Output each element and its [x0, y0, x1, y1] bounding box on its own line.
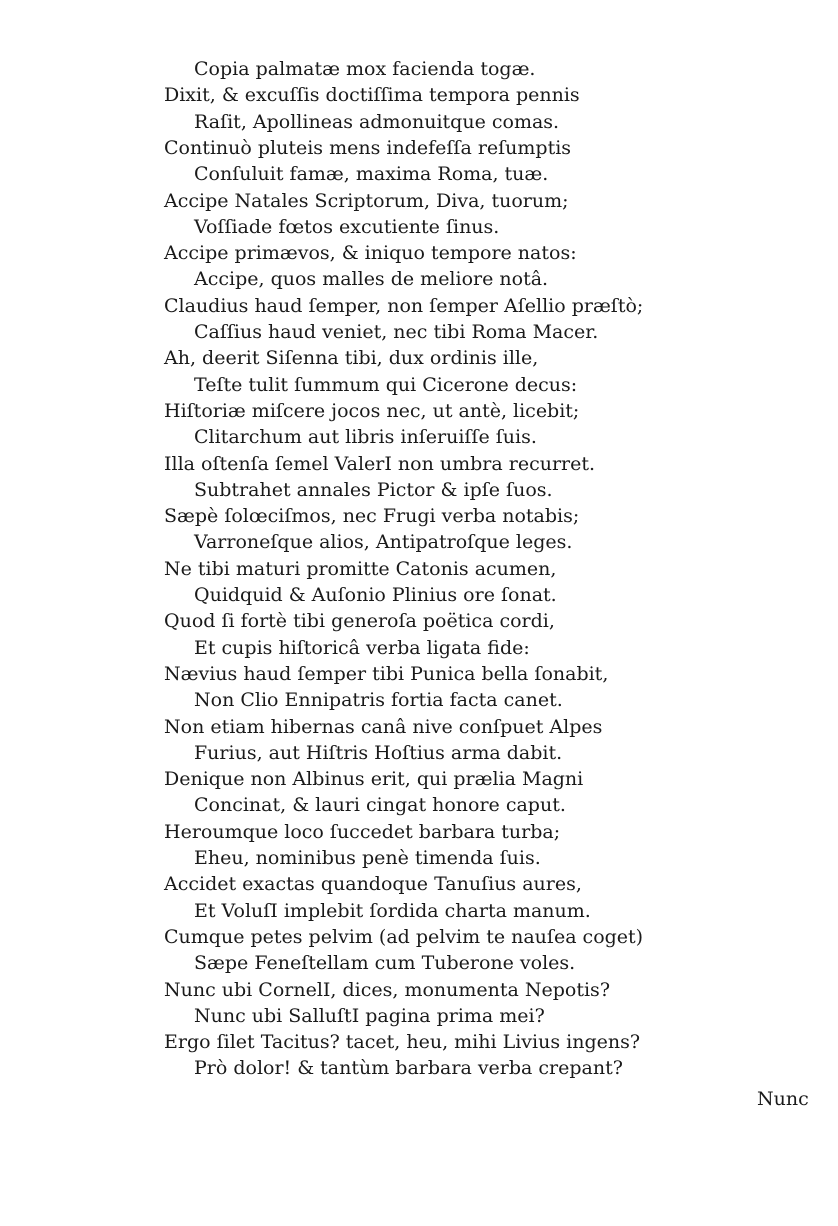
poem-line: Heroumque loco ſuccedet barbara turba;	[164, 821, 561, 843]
poem-line: Continuò pluteis mens indefeſſa reſumptis	[164, 137, 572, 159]
poem-line: Concinat, & lauri cingat honore caput.	[194, 794, 566, 816]
poem-line: Sæpe Feneſtellam cum Tuberone voles.	[194, 952, 576, 974]
poem-line: Prò dolor! & tantùm barbara verba crepant?	[194, 1057, 623, 1079]
poem-line: Nunc ubi CornelI, dices, monumenta Nepotis?	[164, 979, 610, 1001]
poem-line: Non etiam hibernas canâ nive conſpuet Alpes	[164, 716, 603, 738]
poem-line: Subtrahet annales Pictor & ipſe ſuos.	[194, 479, 553, 501]
poem-line: Nunc ubi SalluſtI pagina prima mei?	[194, 1005, 545, 1027]
poem-line: Quidquid & Auſonio Plinius ore ſonat.	[194, 584, 557, 606]
poem-line: Eheu, nominibus penè timenda ſuis.	[194, 847, 541, 869]
poem-line: Accipe Natales Scriptorum, Diva, tuorum;	[164, 190, 569, 212]
poem-line: Teſte tulit ſummum qui Cicerone decus:	[194, 374, 578, 396]
poem-line: Caſſius haud veniet, nec tibi Roma Macer.	[194, 321, 599, 343]
poem-line: Denique non Albinus erit, qui prælia Magni	[164, 768, 584, 790]
poem-line: Clitarchum aut libris inſeruiſſe ſuis.	[194, 426, 537, 448]
poem-line: Ah, deerit Siſenna tibi, dux ordinis ille,	[164, 347, 539, 369]
poem-line: Non Clio Ennipatris fortia facta canet.	[194, 689, 563, 711]
poem-line: Varroneſque alios, Antipatroſque leges.	[194, 531, 573, 553]
poem-line: Cumque petes pelvim (ad pelvim te nauſea coget)	[164, 926, 644, 948]
poem-line: Accipe primævos, & iniquo tempore natos:	[164, 242, 577, 264]
poem-line: Et VoluſI implebit ſordida charta manum.	[194, 900, 591, 922]
poem-line: Accipe, quos malles de meliore notâ.	[194, 268, 549, 290]
catchword: Nunc	[757, 1088, 809, 1110]
poem-line: Quod ſi fortè tibi generoſa poëtica cordi,	[164, 610, 555, 632]
poem-line: Raſit, Apollineas admonuitque comas.	[194, 111, 560, 133]
poem-line: Furius, aut Hiſtris Hoſtius arma dabit.	[194, 742, 563, 764]
poem-line: Hiſtoriæ miſcere jocos nec, ut antè, licebit;	[164, 400, 580, 422]
poem-line: Accidet exactas quandoque Tanuſius aures,	[164, 873, 582, 895]
poem-line: Claudius haud ſemper, non ſemper Aſellio præſtò;	[164, 295, 644, 317]
poem-line: Voſſiade fœtos excutiente ſinus.	[194, 216, 500, 238]
poem-line: Et cupis hiſtoricâ verba ligata fide:	[194, 637, 530, 659]
poem-line: Nævius haud ſemper tibi Punica bella ſonabit,	[164, 663, 609, 685]
poem-line: Copia palmatæ mox facienda togæ.	[194, 58, 536, 80]
poem-line: Dixit, & excuſſis doctiſſima tempora pennis	[164, 84, 580, 106]
poem-line: Conſuluit famæ, maxima Roma, tuæ.	[194, 163, 549, 185]
poem-line: Illa oſtenſa ſemel ValerI non umbra recurret.	[164, 453, 596, 475]
poem-line: Sæpè ſolœciſmos, nec Frugi verba notabis;	[164, 505, 580, 527]
poem-line: Ne tibi maturi promitte Catonis acumen,	[164, 558, 557, 580]
poem-line: Ergo ſilet Tacitus? tacet, heu, mihi Livius ingens?	[164, 1031, 641, 1053]
